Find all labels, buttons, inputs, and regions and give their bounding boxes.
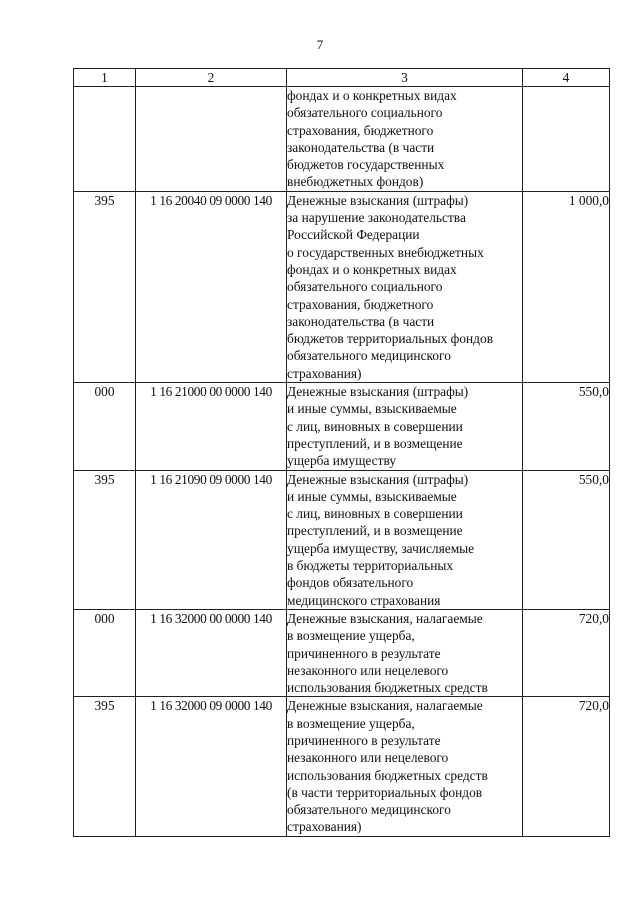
revenue-name-cell (287, 191, 523, 382)
amount-cell: 550,0 (523, 470, 610, 609)
revenue-name-line: Денежные взыскания, налагаемые (287, 610, 483, 626)
admin-code-cell: 000 (74, 383, 136, 470)
admin-code-cell: 395 (74, 191, 136, 382)
revenue-name-line: Денежные взыскания (штрафы) (287, 471, 469, 487)
admin-code-cell (74, 87, 136, 192)
header-row (74, 69, 610, 87)
revenue-name-line: использования бюджетных средств (287, 767, 488, 783)
column-header-4: 4 (523, 69, 610, 87)
table-body (74, 87, 610, 837)
budget-code-cell: 1 16 32000 09 0000 140 (136, 697, 287, 836)
amount-cell: 720,0 (523, 697, 610, 836)
revenue-name-line: незаконного или нецелевого (287, 662, 449, 678)
revenue-name-line: медицинского страхования (287, 592, 441, 608)
revenue-name-cell (287, 609, 523, 696)
table-row (74, 191, 610, 382)
revenue-name-cell (287, 697, 523, 836)
revenue-name-line: страхования) (287, 819, 362, 835)
revenue-name-line: преступлений, и в возмещение (287, 523, 463, 539)
revenue-name-line: Денежные взыскания, налагаемые (287, 698, 483, 714)
revenue-name-line: использования бюджетных средств (287, 680, 488, 696)
revenue-name-line: внебюджетных фондов) (287, 174, 424, 190)
revenue-name-line: незаконного или нецелевого (287, 750, 449, 766)
revenue-name-line: в возмещение ущерба, (287, 715, 415, 731)
budget-code-cell (136, 87, 287, 192)
revenue-name-line: обязательного медицинского (287, 348, 451, 364)
amount-cell (523, 87, 610, 192)
budget-code-cell: 1 16 21090 09 0000 140 (136, 470, 287, 609)
table-row (74, 470, 610, 609)
revenue-name-line: преступлений, и в возмещение (287, 435, 463, 451)
revenue-name-line: и иные суммы, взыскиваемые (287, 488, 457, 504)
admin-code-cell: 000 (74, 609, 136, 696)
revenue-name-line: страхования) (287, 365, 362, 381)
revenue-name-line: с лиц, виновных в совершении (287, 506, 463, 522)
revenue-name-line: за нарушение законодательства (287, 210, 466, 226)
revenue-name-line: фондах и о конкретных видах (287, 261, 457, 277)
revenue-name-line: Денежные взыскания (штрафы) (287, 192, 469, 208)
revenue-name-line: о государственных внебюджетных (287, 244, 484, 260)
revenue-name-cell (287, 87, 523, 192)
column-header-2: 2 (136, 69, 287, 87)
revenue-table (73, 68, 610, 837)
revenue-name-line: Российской Федерации (287, 227, 420, 243)
column-header-3: 3 (287, 69, 523, 87)
revenue-name-cell (287, 383, 523, 470)
admin-code-cell: 395 (74, 470, 136, 609)
revenue-name-line: бюджетов государственных (287, 157, 445, 173)
revenue-name-line: с лиц, виновных в совершении (287, 418, 463, 434)
revenue-name-line: ущерба имуществу, зачисляемые (287, 540, 475, 556)
revenue-name-line: причиненного в результате (287, 645, 441, 661)
revenue-name-cell (287, 470, 523, 609)
revenue-name-line: (в части территориальных фондов (287, 784, 483, 800)
revenue-name-line: Денежные взыскания (штрафы) (287, 384, 469, 400)
table-row (74, 87, 610, 192)
revenue-name-line: фондов обязательного (287, 575, 414, 591)
revenue-name-line: законодательства (в части (287, 139, 435, 155)
revenue-name-line: в бюджеты территориальных (287, 558, 454, 574)
table-row (74, 697, 610, 836)
budget-code-cell: 1 16 21000 00 0000 140 (136, 383, 287, 470)
table-row (74, 383, 610, 470)
revenue-name-line: причиненного в результате (287, 732, 441, 748)
revenue-name-line: и иные суммы, взыскиваемые (287, 401, 457, 417)
revenue-name-line: страхования, бюджетного (287, 296, 434, 312)
revenue-name-line: обязательного социального (287, 105, 443, 121)
revenue-name-line: в возмещение ущерба, (287, 628, 415, 644)
budget-code-cell: 1 16 20040 09 0000 140 (136, 191, 287, 382)
page-number: 7 (316, 37, 324, 52)
revenue-name-line: законодательства (в части (287, 313, 435, 329)
revenue-name-line: бюджетов территориальных фондов (287, 331, 494, 347)
amount-cell: 550,0 (523, 383, 610, 470)
column-header-1: 1 (74, 69, 136, 87)
table-row (74, 609, 610, 696)
revenue-name-line: обязательного социального (287, 279, 443, 295)
revenue-name-line: обязательного медицинского (287, 802, 451, 818)
amount-cell: 1 000,0 (523, 191, 610, 382)
budget-code-cell: 1 16 32000 00 0000 140 (136, 609, 287, 696)
admin-code-cell: 395 (74, 697, 136, 836)
revenue-name-line: фондах и о конкретных видах (287, 88, 457, 103)
revenue-name-line: страхования, бюджетного (287, 122, 434, 138)
revenue-name-line: ущерба имуществу (287, 453, 397, 469)
amount-cell: 720,0 (523, 609, 610, 696)
